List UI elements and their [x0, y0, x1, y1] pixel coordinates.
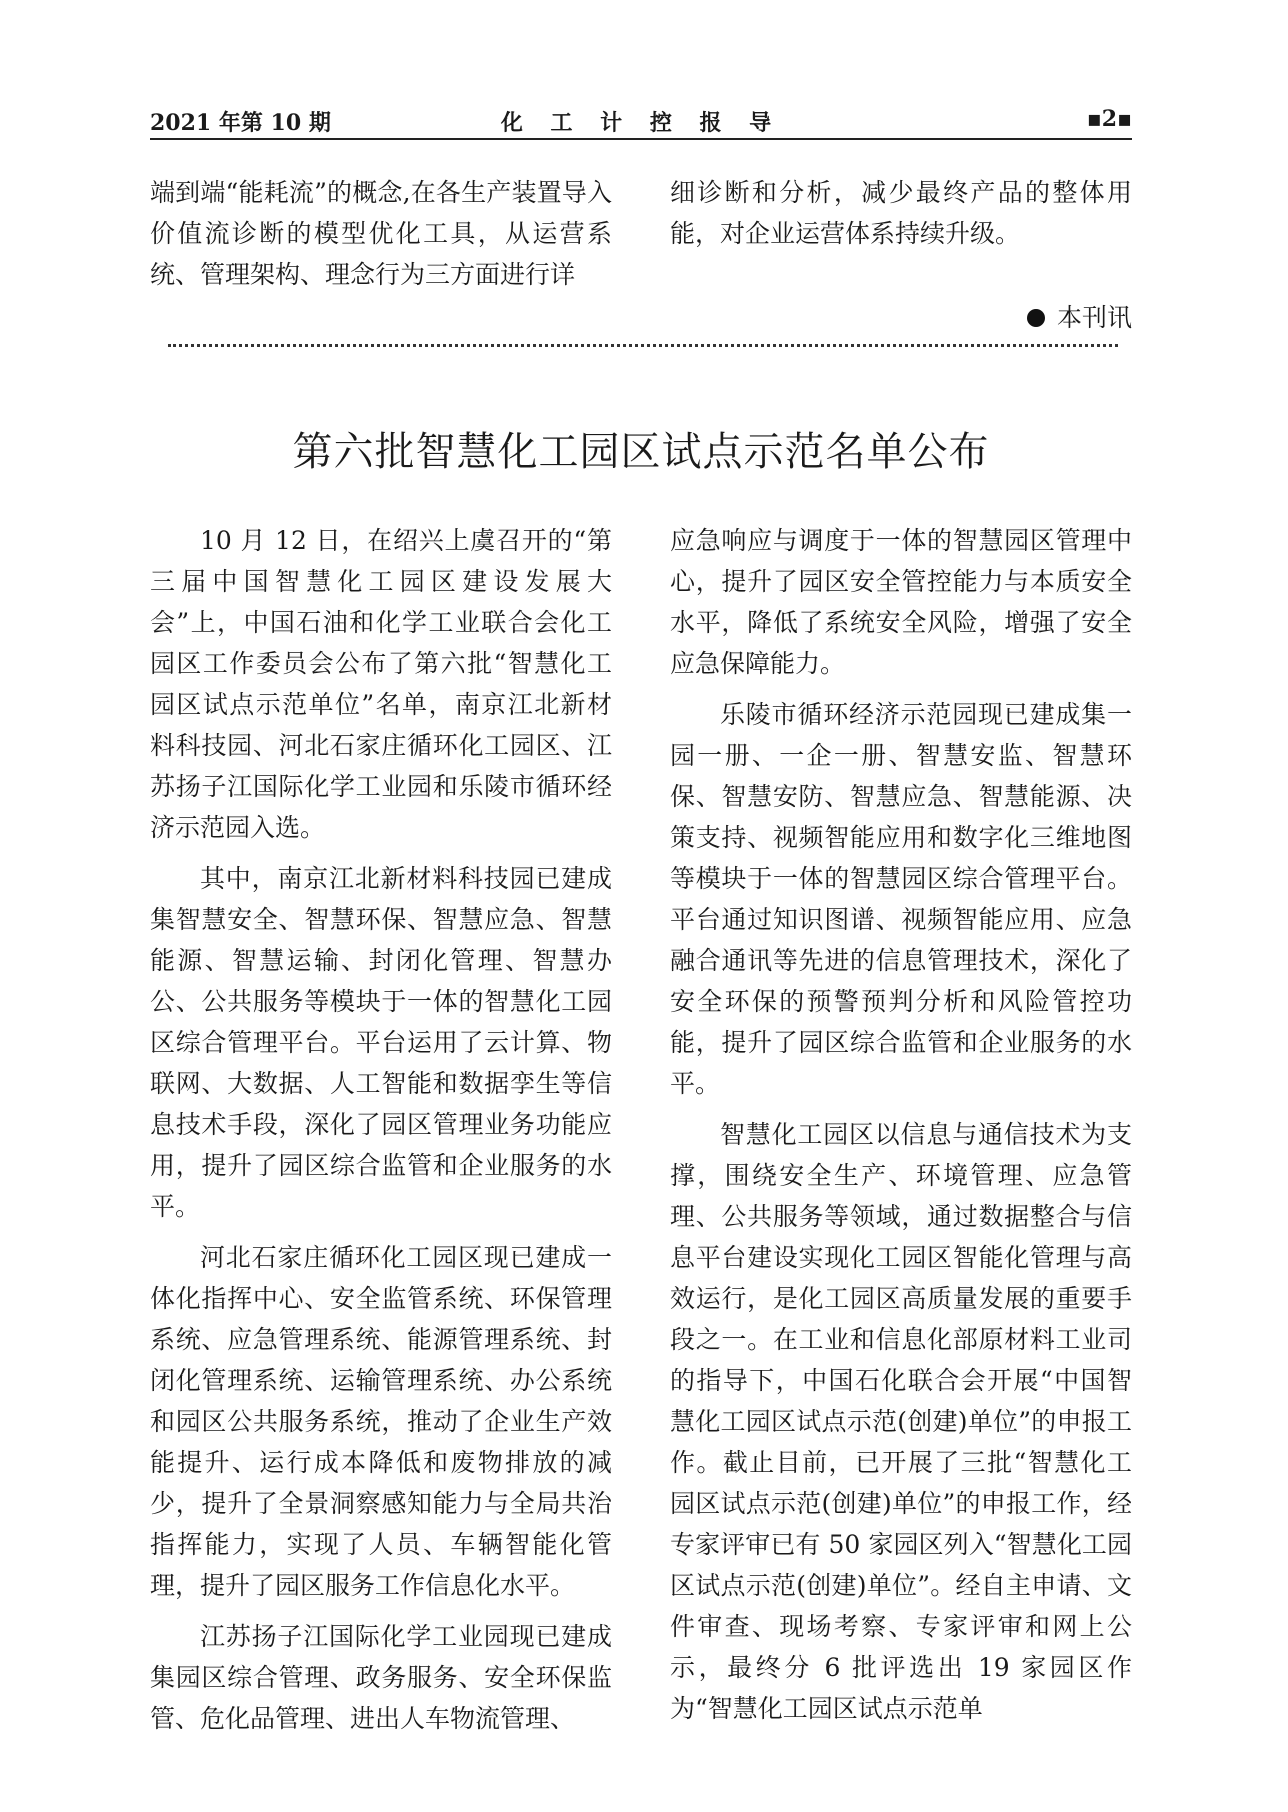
article-right-column — [670, 520, 1132, 1739]
page-header — [150, 100, 1132, 140]
issue-label: 2021 年第 10 期 — [150, 110, 331, 136]
bullet-dot-icon — [1027, 309, 1045, 327]
previous-article-right-column — [670, 172, 1132, 254]
article-left-column — [150, 520, 612, 1749]
journal-name: 化 工 计 控 报 导 — [500, 110, 782, 136]
article-title: 第六批智慧化工园区试点示范名单公布 — [292, 429, 990, 475]
previous-article-left-column — [150, 172, 612, 295]
article-paragraph: 其中，南京江北新材料科技园已建成集智慧安全、智慧环保、智慧应急、智慧能源、智慧运输、封闭化管理、智慧办公、公共服务等模块于一体的智慧化工园区综合管理平台。平台运用了云计算、物联网、大数据、人工智能和数据孪生等信息技术手段，深化了园区管理业务功能应用，提升了园区综合监管和企业服务的水平。 — [150, 864, 612, 1221]
page-number: ▪2▪ — [1086, 106, 1132, 132]
dotted-divider — [168, 344, 1118, 347]
article-paragraph: 江苏扬子江国际化学工业园现已建成集园区综合管理、政务服务、安全环保监管、危化品管理、进出人车物流管理、 — [150, 1622, 612, 1733]
article-paragraph: 应急响应与调度于一体的智慧园区管理中心，提升了园区安全管控能力与本质安全水平，降低了系统安全风险，增强了安全应急保障能力。 — [670, 526, 1132, 678]
byline — [1027, 298, 1132, 334]
article-paragraph: 乐陵市循环经济示范园现已建成集一园一册、一企一册、智慧安监、智慧环保、智慧安防、智慧应急、智慧能源、决策支持、视频智能应用和数字化三维地图等模块于一体的智慧园区综合管理平台。平台通过知识图谱、视频智能应用、应急融合通讯等先进的信息管理技术，深化了安全环保的预警预判分析和风险管控功能，提升了园区综合监管和企业服务的水平。 — [670, 700, 1132, 1098]
article-paragraph: 智慧化工园区以信息与通信技术为支撑，围绕安全生产、环境管理、应急管理、公共服务等领域，通过数据整合与信息平台建设实现化工园区智能化管理与高效运行，是化工园区高质量发展的重要手段之一。在工业和信息化部原材料工业司的指导下，中国石化联合会开展“中国智慧化工园区试点示范(创建)单位”的申报工作。截止目前，已开展了三批“智慧化工园区试点示范(创建)单位”的申报工作，经专家评审已有 50 家园区列入“智慧化工园区试点示范(创建)单位”。经自主申请、文件审查、现场考察、专家评审和网上公示，最终分 6 批评选出 19 家园区作为“智慧化工园区试点示范单 — [670, 1120, 1132, 1723]
previous-article-text: 端到端“能耗流”的概念,在各生产装置导入价值流诊断的模型优化工具，从运营系统、管理架构、理念行为三方面进行详 — [150, 178, 612, 289]
byline-text: 本刊讯 — [1056, 303, 1132, 332]
previous-article-text: 细诊断和分析，减少最终产品的整体用能，对企业运营体系持续升级。 — [670, 178, 1132, 248]
article-paragraph: 河北石家庄循环化工园区现已建成一体化指挥中心、安全监管系统、环保管理系统、应急管理系统、能源管理系统、封闭化管理系统、运输管理系统、办公系统和园区公共服务系统，推动了企业生产效能提升、运行成本降低和废物排放的减少，提升了全景洞察感知能力与全局共治指挥能力，实现了人员、车辆智能化管理，提升了园区服务工作信息化水平。 — [150, 1243, 612, 1600]
article-paragraph: 10 月 12 日，在绍兴上虞召开的“第三届中国智慧化工园区建设发展大会”上，中国石油和化学工业联合会化工园区工作委员会公布了第六批“智慧化工园区试点示范单位”名单，南京江北新材料科技园、河北石家庄循环化工园区、江苏扬子江国际化学工业园和乐陵市循环经济示范园入选。 — [150, 526, 612, 842]
